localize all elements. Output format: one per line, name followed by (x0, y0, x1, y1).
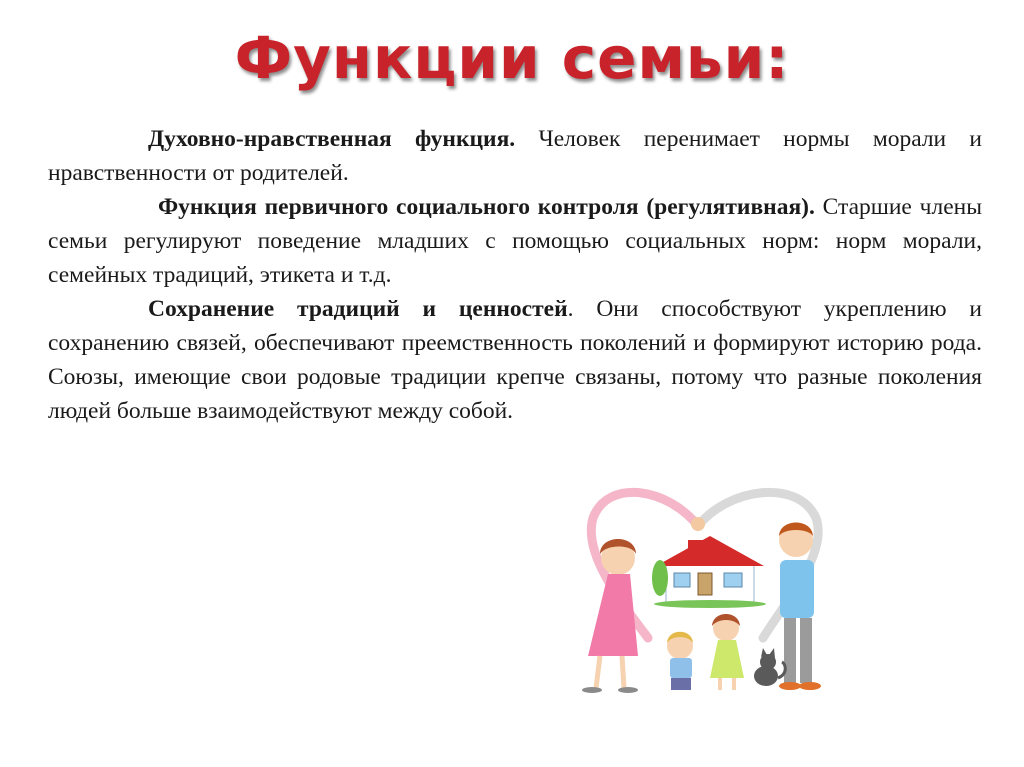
girl-figure (710, 614, 744, 690)
paragraph-traditions (48, 292, 982, 428)
slide-title: Функции семьи: (234, 24, 790, 92)
paragraph-heading: Функция первичного социального контроля (регулятивная). (158, 194, 815, 220)
paragraph-spiritual-moral (48, 122, 982, 190)
paragraph-text: . Они способствуют укреплению и сохранению связей, обеспечивают преемственность поколений и формируют историю рода. Союзы, имеющие свои родовые традиции крепче связаны, потому что разные поколения людей больше взаимодействуют между собой. (48, 296, 982, 424)
boy-figure (667, 632, 693, 690)
mother-figure (582, 539, 638, 693)
body-text (48, 122, 982, 428)
cat-figure (754, 648, 785, 686)
paragraph-heading: Сохранение традиций и ценностей (148, 296, 568, 322)
paragraph-heading: Духовно-нравственная функция. (148, 126, 516, 152)
paragraph-text: Человек перенимает нормы морали и нравственности от родителей. (48, 126, 982, 186)
paragraph-social-control (48, 190, 982, 292)
house-icon (652, 536, 766, 608)
paragraph-text: Старшие члены семьи регулируют поведение младших с помощью социальных норм: норм морали, семейных традиций, этикета и т.д. (48, 194, 982, 288)
family-heart-house-illustration-icon (548, 478, 848, 703)
